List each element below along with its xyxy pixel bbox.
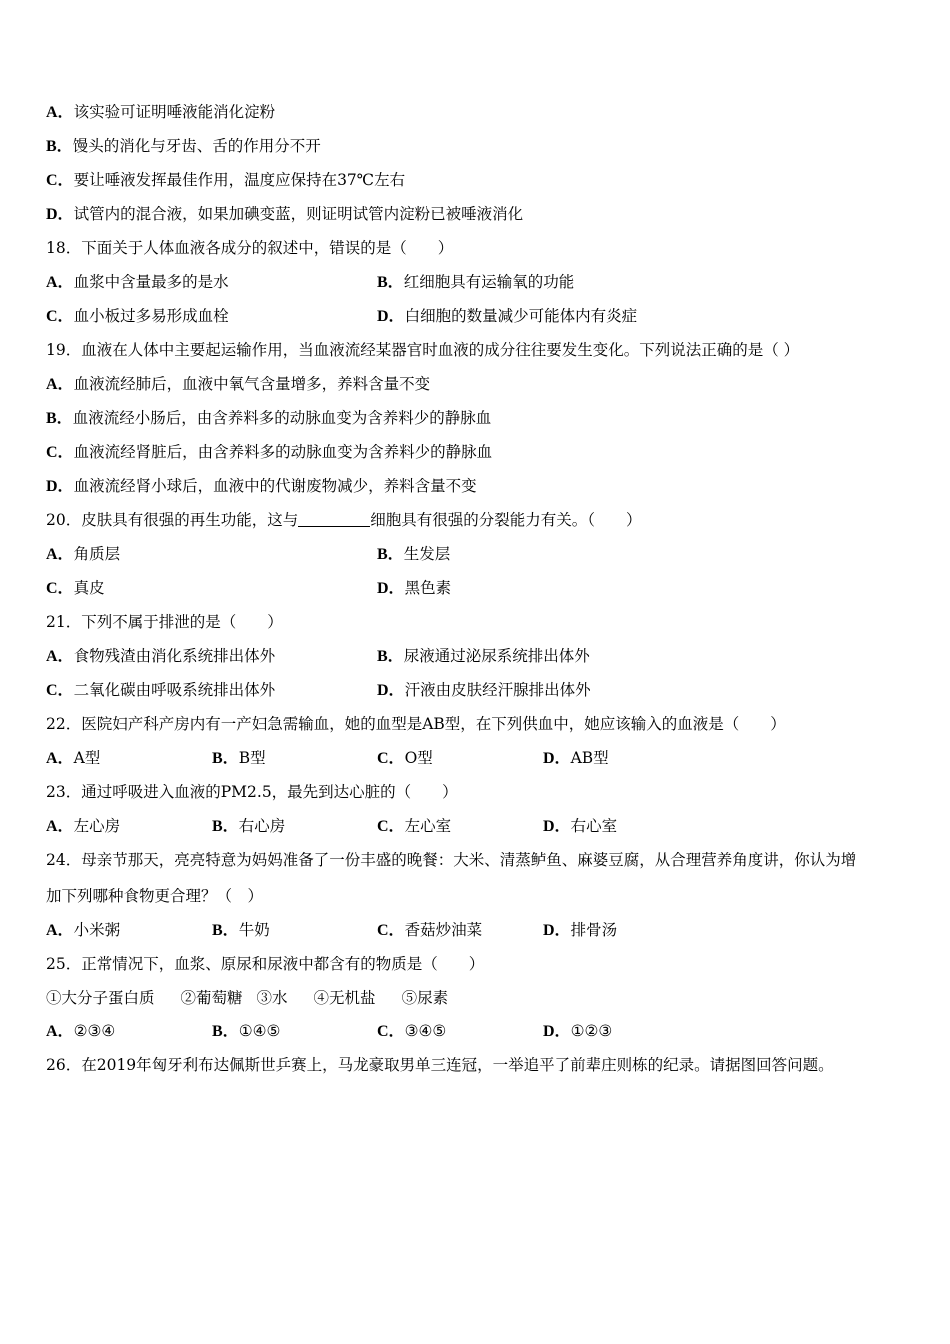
q19-option-b: B．血液流经小肠后，由含养料多的动脉血变为含养料少的静脉血 <box>46 409 492 427</box>
q18-stem: 18．下面关于人体血液各成分的叙述中，错误的是（ ） <box>46 239 454 257</box>
q17-option-a: A．该实验可证明唾液能消化淀粉 <box>46 103 276 121</box>
q21-option-b: B．尿液通过泌尿系统排出体外 <box>377 647 590 665</box>
q24-option-c: C．香菇炒油菜 <box>377 921 483 939</box>
q17-option-d: D．试管内的混合液，如果加碘变蓝，则证明试管内淀粉已被唾液消化 <box>46 205 524 223</box>
q23-options-row <box>46 814 906 838</box>
q22-option-c: C．O型 <box>377 749 433 767</box>
q20-option-a: A．角质层 <box>46 545 121 563</box>
q23-option-b: B．右心房 <box>212 817 286 835</box>
q23-stem: 23．通过呼吸进入血液的PM2.5，最先到达心脏的（ ） <box>46 783 458 801</box>
q25-stem: 25．正常情况下，血浆、原尿和尿液中都含有的物质是（ ） <box>46 955 485 973</box>
q18-options-row-1 <box>46 270 906 294</box>
q25-item: ④无机盐 <box>313 989 376 1007</box>
q17-option-c: C．要让唾液发挥最佳作用，温度应保持在37℃左右 <box>46 171 406 189</box>
q21-option-c: C．二氧化碳由呼吸系统排出体外 <box>46 681 276 699</box>
q19-option-c: C．血液流经肾脏后，由含养料多的动脉血变为含养料少的静脉血 <box>46 443 493 461</box>
q22-option-b: B．B型 <box>212 749 266 767</box>
q24-options-row <box>46 918 906 942</box>
q25-options-row <box>46 1019 906 1043</box>
q21-options-row-2 <box>46 678 906 702</box>
q25-item: ①大分子蛋白质 <box>46 989 155 1007</box>
q21-stem: 21．下列不属于排泄的是（ ） <box>46 613 283 631</box>
q25-item: ②葡萄糖 <box>180 989 243 1007</box>
q25-option-b: B．①④⑤ <box>212 1022 281 1040</box>
q23-option-c: C．左心室 <box>377 817 452 835</box>
q18-option-c: C．血小板过多易形成血栓 <box>46 307 229 325</box>
q25-option-d: D．①②③ <box>543 1022 613 1040</box>
q18-option-a: A．血浆中含量最多的是水 <box>46 273 229 291</box>
q24-option-d: D．排骨汤 <box>543 921 618 939</box>
q17-option-b: B．馒头的消化与牙齿、舌的作用分不开 <box>46 137 321 155</box>
q18-option-b: B．红细胞具有运输氧的功能 <box>377 273 575 291</box>
q26-stem: 26．在2019年匈牙利布达佩斯世乒赛上，马龙豪取男单三连冠，一举追平了前辈庄则栋的纪录。请据图回答问题。 <box>46 1056 834 1074</box>
q24-option-a: A．小米粥 <box>46 921 121 939</box>
q20-option-d: D．黑色素 <box>377 579 452 597</box>
q20-option-b: B．生发层 <box>377 545 451 563</box>
q19-option-d: D．血液流经肾小球后，血液中的代谢废物减少，养料含量不变 <box>46 477 477 495</box>
q18-options-row-2 <box>46 304 906 328</box>
q21-options-row-1 <box>46 644 906 668</box>
q23-option-a: A．左心房 <box>46 817 121 835</box>
q24-option-b: B．牛奶 <box>212 921 270 939</box>
q21-option-a: A．食物残渣由消化系统排出体外 <box>46 647 276 665</box>
q19-stem: 19．血液在人体中主要起运输作用，当血液流经某器官时血液的成分往往要发生变化。下列说法正确的是（ ） <box>46 341 800 359</box>
q23-option-d: D．右心室 <box>543 817 618 835</box>
q22-option-d: D．AB型 <box>543 749 609 767</box>
q24-stem-line-2: 加下列哪种食物更合理？（ ） <box>46 887 264 905</box>
q22-options-row <box>46 746 906 770</box>
q21-option-d: D．汗液由皮肤经汗腺排出体外 <box>377 681 591 699</box>
q24-stem-line-1: 24．母亲节那天，亮亮特意为妈妈准备了一份丰盛的晚餐：大米、清蒸鲈鱼、麻婆豆腐，从合理营养角度讲，你认为增 <box>46 851 857 869</box>
q20-options-row-2 <box>46 576 906 600</box>
q25-option-c: C．③④⑤ <box>377 1022 447 1040</box>
q25-items <box>46 986 448 1010</box>
q20-option-c: C．真皮 <box>46 579 105 597</box>
q25-item: ③水 <box>256 989 288 1007</box>
q19-option-a: A．血液流经肺后，血液中氧气含量增多，养料含量不变 <box>46 375 431 393</box>
q22-stem: 22．医院妇产科产房内有一产妇急需输血，她的血型是AB型，在下列供血中，她应该输入的血液是（ ） <box>46 715 786 733</box>
q18-option-d: D．白细胞的数量减少可能体内有炎症 <box>377 307 638 325</box>
q25-option-a: A．②③④ <box>46 1022 116 1040</box>
q20-stem: 20．皮肤具有很强的再生功能，这与 细胞具有很强的分裂能力有关。（ ） <box>46 511 642 529</box>
q22-option-a: A．A型 <box>46 749 101 767</box>
q20-options-row-1 <box>46 542 906 566</box>
answer-blank <box>298 510 370 527</box>
q25-item: ⑤尿素 <box>401 989 449 1007</box>
